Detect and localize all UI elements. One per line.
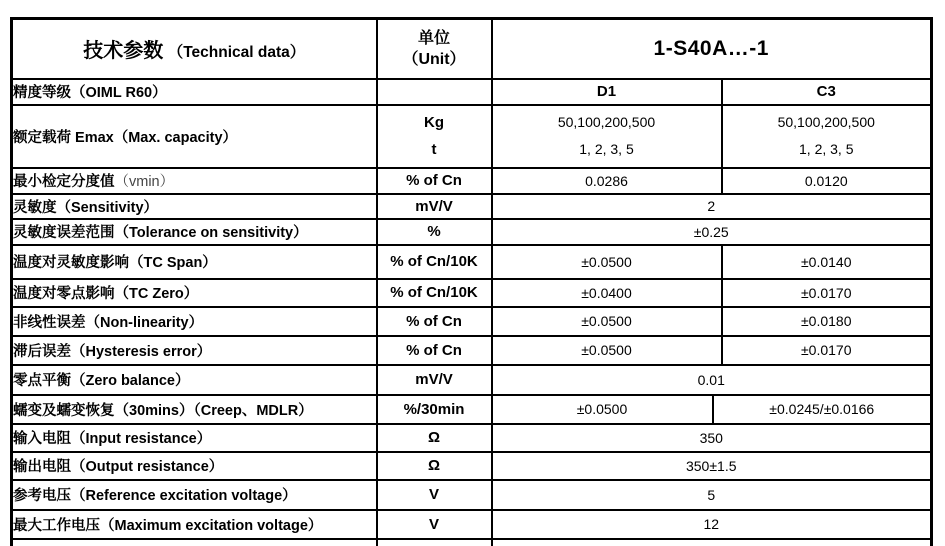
vmin-value-d1: 0.0286: [492, 168, 722, 194]
output-resistance-unit: Ω: [377, 452, 492, 480]
tc-span-unit: % of Cn/10K: [377, 245, 492, 279]
tolerance-value: ±0.25: [492, 219, 932, 245]
output-resistance-value: 350±1.5: [492, 452, 932, 480]
vmin-label-cn: 最小检定分度值: [13, 174, 115, 190]
nonlinearity-value-c3: ±0.0180: [722, 307, 932, 336]
hysteresis-label: 滞后误差（Hysteresis error）: [12, 336, 377, 365]
column-c3-header: C3: [722, 79, 932, 105]
creep-label: 蠕变及蠕变恢复（30mins）（Creep、MDLR）: [12, 395, 377, 424]
header-parameter-cell: [12, 19, 377, 79]
grade-label: 精度等级（OIML R60）: [12, 79, 377, 105]
table-row-sensitivity: [12, 194, 932, 219]
zero-balance-unit: mV/V: [377, 365, 492, 395]
zero-balance-value: 0.01: [492, 365, 932, 395]
table-row-zero-balance: [12, 365, 932, 395]
technical-data-table: [10, 17, 933, 546]
partial-unit-cell: [377, 539, 492, 546]
tc-span-label: 温度对灵敏度影响（TC Span）: [12, 245, 377, 279]
creep-value-d1: ±0.0500: [492, 395, 713, 424]
zero-balance-label: 零点平衡（Zero balance）: [12, 365, 377, 395]
capacity-c3-kg-values: 50,100,200,500: [777, 114, 875, 130]
vmin-label: [12, 168, 377, 194]
table-row-grade: [12, 79, 932, 105]
capacity-unit: [377, 105, 492, 168]
creep-value-c3: ±0.0245/±0.0166: [713, 395, 932, 424]
header-parameter-en: （Technical data）: [167, 44, 306, 62]
capacity-unit-t: t: [431, 141, 437, 158]
capacity-value-c3: [722, 105, 932, 168]
table-row-tolerance: [12, 219, 932, 245]
table-row-input-resistance: [12, 424, 932, 452]
grade-unit: [377, 79, 492, 105]
tc-zero-label: 温度对零点影响（TC Zero）: [12, 279, 377, 307]
table-row-creep: [12, 395, 932, 424]
hysteresis-value-c3: ±0.0170: [722, 336, 932, 365]
table-row-header: [12, 19, 932, 79]
sensitivity-unit: mV/V: [377, 194, 492, 219]
reference-voltage-value: 5: [492, 480, 932, 510]
tc-zero-value-c3: ±0.0170: [722, 279, 932, 307]
capacity-label: 额定载荷 Emax（Max. capacity）: [12, 105, 377, 168]
max-voltage-unit: V: [377, 510, 492, 539]
tc-zero-unit: % of Cn/10K: [377, 279, 492, 307]
capacity-value-d1: [492, 105, 722, 168]
table-row-tc-zero: [12, 279, 932, 307]
table-row-tc-span: [12, 245, 932, 279]
table-row-max-voltage: [12, 510, 932, 539]
creep-unit: %/30min: [377, 395, 492, 424]
tc-span-value-d1: ±0.0500: [492, 245, 722, 279]
capacity-d1-t-values: 1, 2, 3, 5: [579, 141, 634, 157]
header-model-cell: 1-S40A…-1: [492, 19, 932, 79]
hysteresis-value-d1: ±0.0500: [492, 336, 722, 365]
max-voltage-value: 12: [492, 510, 932, 539]
nonlinearity-value-d1: ±0.0500: [492, 307, 722, 336]
input-resistance-value: 350: [492, 424, 932, 452]
partial-value-cell: [492, 539, 932, 546]
header-parameter-cn: 技术参数: [83, 40, 164, 63]
sensitivity-value: 2: [492, 194, 932, 219]
table-row-partial: [12, 539, 932, 546]
vmin-unit: % of Cn: [377, 168, 492, 194]
tolerance-unit: %: [377, 219, 492, 245]
table-row-reference-voltage: [12, 480, 932, 510]
header-unit-line2: （Unit）: [402, 50, 466, 68]
capacity-d1-kg-values: 50,100,200,500: [557, 114, 656, 130]
input-resistance-label: 输入电阻（Input resistance）: [12, 424, 377, 452]
capacity-unit-kg: Kg: [424, 114, 444, 131]
partial-label-cell: [12, 539, 377, 546]
reference-voltage-unit: V: [377, 480, 492, 510]
tc-zero-value-d1: ±0.0400: [492, 279, 722, 307]
tc-span-value-c3: ±0.0140: [722, 245, 932, 279]
tolerance-label: 灵敏度误差范围（Tolerance on sensitivity）: [12, 219, 377, 245]
vmin-value-c3: 0.0120: [722, 168, 932, 194]
output-resistance-label: 输出电阻（Output resistance）: [12, 452, 377, 480]
sensitivity-label: 灵敏度（Sensitivity）: [12, 194, 377, 219]
column-d1-header: D1: [492, 79, 722, 105]
table-row-hysteresis: [12, 336, 932, 365]
vmin-label-note: （vmin）: [114, 174, 175, 190]
header-unit-line1: 单位: [417, 29, 450, 47]
input-resistance-unit: Ω: [377, 424, 492, 452]
table-row-output-resistance: [12, 452, 932, 480]
table-row-vmin: [12, 168, 932, 194]
nonlinearity-label: 非线性误差（Non-linearity）: [12, 307, 377, 336]
reference-voltage-label: 参考电压（Reference excitation voltage）: [12, 480, 377, 510]
table-row-nonlinearity: [12, 307, 932, 336]
max-voltage-label: 最大工作电压（Maximum excitation voltage）: [12, 510, 377, 539]
nonlinearity-unit: % of Cn: [377, 307, 492, 336]
capacity-c3-t-values: 1, 2, 3, 5: [799, 141, 854, 157]
table-row-capacity: [12, 105, 932, 168]
header-unit-cell: [377, 19, 492, 79]
hysteresis-unit: % of Cn: [377, 336, 492, 365]
